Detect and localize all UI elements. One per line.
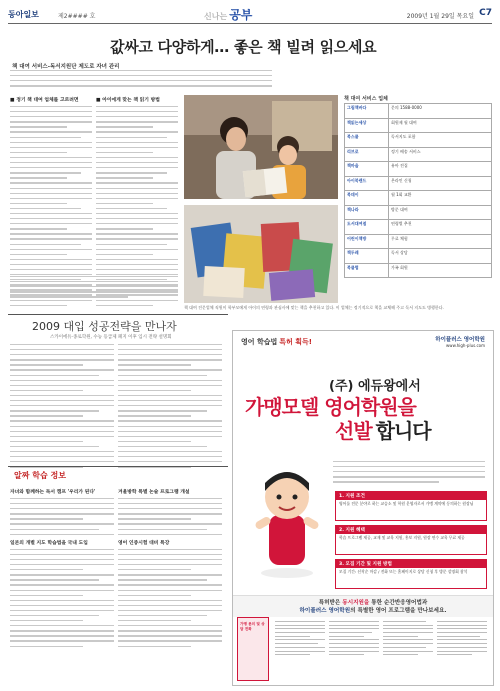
article2-top-rule [8, 314, 228, 315]
ad-branch-list [275, 621, 487, 658]
ad-topbar [233, 331, 493, 351]
photo-caption: 책 대여 전문업체 직원이 학부모에게 아이의 연령과 관심사에 맞는 책을 추천하고 있다. 이 업체는 정기적으로 책을 교체해 주고 독서 지도도 병행한다. [184, 305, 444, 310]
ad-footer-banner [233, 595, 493, 617]
ad-headline-3-red: 선발 [335, 419, 372, 443]
ad-ribbon-text: 가맹 문의 및 상담 전화 [240, 622, 265, 631]
library-info: 무료 체험 [389, 234, 492, 249]
library-info: 유아 전집 [389, 162, 492, 177]
ad-step-1-title: 1. 지원 조건 [336, 492, 486, 500]
library-name: 리브로 [345, 147, 389, 162]
library-row [345, 118, 492, 133]
library-name: 어린이책방 [345, 234, 389, 249]
page-number: C7 [479, 8, 492, 18]
article2-title: 2009 대입 성공전략을 만나자 [32, 320, 177, 333]
books-illustration [184, 205, 338, 303]
subhead-2: ■ 아이에게 맞는 책 읽기 방법 [96, 98, 160, 103]
ad-brand-left-text: 특허 획득! [279, 338, 312, 346]
ad-steps [335, 491, 487, 593]
tip-heading-4: 영어 인증시험 대비 특강 [118, 540, 170, 546]
library-name: 그림책바다 [345, 104, 389, 119]
issue-number: 제2#### 호 [58, 13, 96, 20]
library-info: 가족 회원 [389, 263, 492, 278]
library-row [345, 162, 492, 177]
tip-heading-3: 일본의 개별 지도 학습법을 국내 도입 [10, 540, 88, 546]
mascot-character-icon [247, 461, 327, 581]
library-row [345, 191, 492, 206]
ad-brand-left-prefix: 영어 학습법 [241, 338, 278, 346]
continuation-greek-lines [10, 276, 178, 298]
masthead [8, 6, 492, 24]
main-headline: 값싸고 다양하게… 좋은 책 빌려 읽으세요 [110, 38, 377, 56]
library-info: 방문 대여 [389, 205, 492, 220]
photo-mother-child-reading [184, 95, 338, 199]
lede-greek-lines [10, 70, 272, 87]
ad-headline-1: (주) 에듀왕에서 [329, 379, 421, 394]
library-info: 정기 배송 서비스 [389, 147, 492, 162]
lede-text [10, 70, 272, 90]
library-row [345, 249, 492, 264]
tips-col-1 [10, 488, 114, 651]
ad-body-text [333, 461, 485, 486]
ad-step-1 [335, 491, 487, 521]
ad-footer-2a: 하이플러스 영어학원 [299, 608, 351, 614]
library-info: 문의 1588-0000 [389, 104, 492, 119]
library-info: 독서 상담 [389, 249, 492, 264]
ad-step-2-body: 학습 프로그램 제공, 교재 및 교육 지원, 홍보 지원, 원장 연수 교육 무료 제공 [339, 535, 465, 540]
article2-col-1 [10, 344, 114, 471]
lede-continuation [10, 276, 178, 301]
tips-col-2 [118, 488, 222, 651]
subhead-1: ■ 정기 책 대여 업체를 고르려면 [10, 98, 79, 103]
library-info: 온라인 신청 [389, 176, 492, 191]
ad-brand-right [435, 335, 485, 348]
ad-step-3 [335, 559, 487, 589]
photo-illustration [184, 95, 338, 199]
tip-heading-1: 자녀와 함께하는 독서 캠프 '우리가 된다' [10, 490, 96, 495]
library-table [344, 103, 492, 278]
library-row [345, 147, 492, 162]
section-prefix: 신나는 [204, 12, 228, 21]
library-info: 회원제 월 대여 [389, 118, 492, 133]
advertisement[interactable] [232, 330, 494, 686]
library-name: 북클럽 [345, 263, 389, 278]
ad-step-1-body: 영어를 전문 분야로 하는 교습소 및 학원 운영자로서 가맹 계약에 동의하는 원장님 [339, 501, 474, 506]
section-title [204, 6, 252, 23]
ad-contact-ribbon[interactable] [237, 617, 269, 681]
library-info: 월 1회 교환 [389, 191, 492, 206]
ad-headline-3-dark: 합니다 [375, 419, 431, 443]
ad-step-2-title: 2. 지원 혜택 [336, 526, 486, 534]
ad-footer-1a: 특허받은 [318, 600, 341, 606]
library-table-title: 책 대여 서비스 업체 [344, 96, 388, 102]
section-name: 공부 [229, 8, 253, 22]
tips-top-rule [8, 466, 228, 467]
library-name: 북스쿨 [345, 133, 389, 148]
library-name: 북데이 [345, 191, 389, 206]
library-row [345, 263, 492, 278]
library-info: 연령별 추천 [389, 220, 492, 235]
library-name: 도서대여점 [345, 220, 389, 235]
ad-footer-1c: 통한 순간반응영어법과 [371, 600, 428, 606]
article2-subtitle: 스카이에듀·종로학원, 수능 등급제 폐지 이후 입시 전략 설명회 [50, 335, 172, 340]
ad-step-3-title: 3. 모집 기간 및 지원 방법 [336, 560, 486, 568]
library-row [345, 104, 492, 119]
tips-logo: 알짜 학습 정보 [14, 471, 66, 480]
library-info: 독서지도 포함 [389, 133, 492, 148]
library-row [345, 220, 492, 235]
issue-date: 2009년 1월 29일 목요일 [406, 13, 474, 20]
library-name: 책읽는세상 [345, 118, 389, 133]
library-row [345, 205, 492, 220]
ad-headline-3 [335, 415, 431, 444]
library-row [345, 133, 492, 148]
library-row [345, 234, 492, 249]
library-row [345, 176, 492, 191]
ad-step-3-body: 모집 기간: 선착순 마감 / 전화 또는 홈페이지로 상담 신청 후 방문 설명회 참석 [339, 569, 468, 574]
newspaper-name: 동아일보 [8, 10, 39, 19]
library-name: 아이북랜드 [345, 176, 389, 191]
library-name: 책마을 [345, 162, 389, 177]
article2-col-2 [118, 344, 222, 471]
ad-footer-text [263, 599, 483, 615]
ad-headline-2: 가맹모델 영어학원을 [245, 395, 416, 419]
library-name: 책나라 [345, 205, 389, 220]
ad-step-2 [335, 525, 487, 555]
photo-books-table [184, 205, 338, 303]
ad-brand-url[interactable]: www.high-plus.com [446, 343, 485, 348]
tip-heading-2: 겨울방학 특별 논술 프로그램 개설 [118, 490, 190, 495]
lede-kicker: 책 대여 서비스-독서지원단 제도로 자녀 관리 [12, 64, 120, 70]
ad-footer-1b: 동시지원을 [342, 600, 370, 606]
ad-brand-left [241, 337, 312, 347]
ad-brand-right-name: 하이플러스 영어학원 [435, 337, 485, 343]
library-name: 책두레 [345, 249, 389, 264]
ad-footer-2b: 의 특별한 영어 프로그램을 만나보세요. [350, 608, 447, 614]
